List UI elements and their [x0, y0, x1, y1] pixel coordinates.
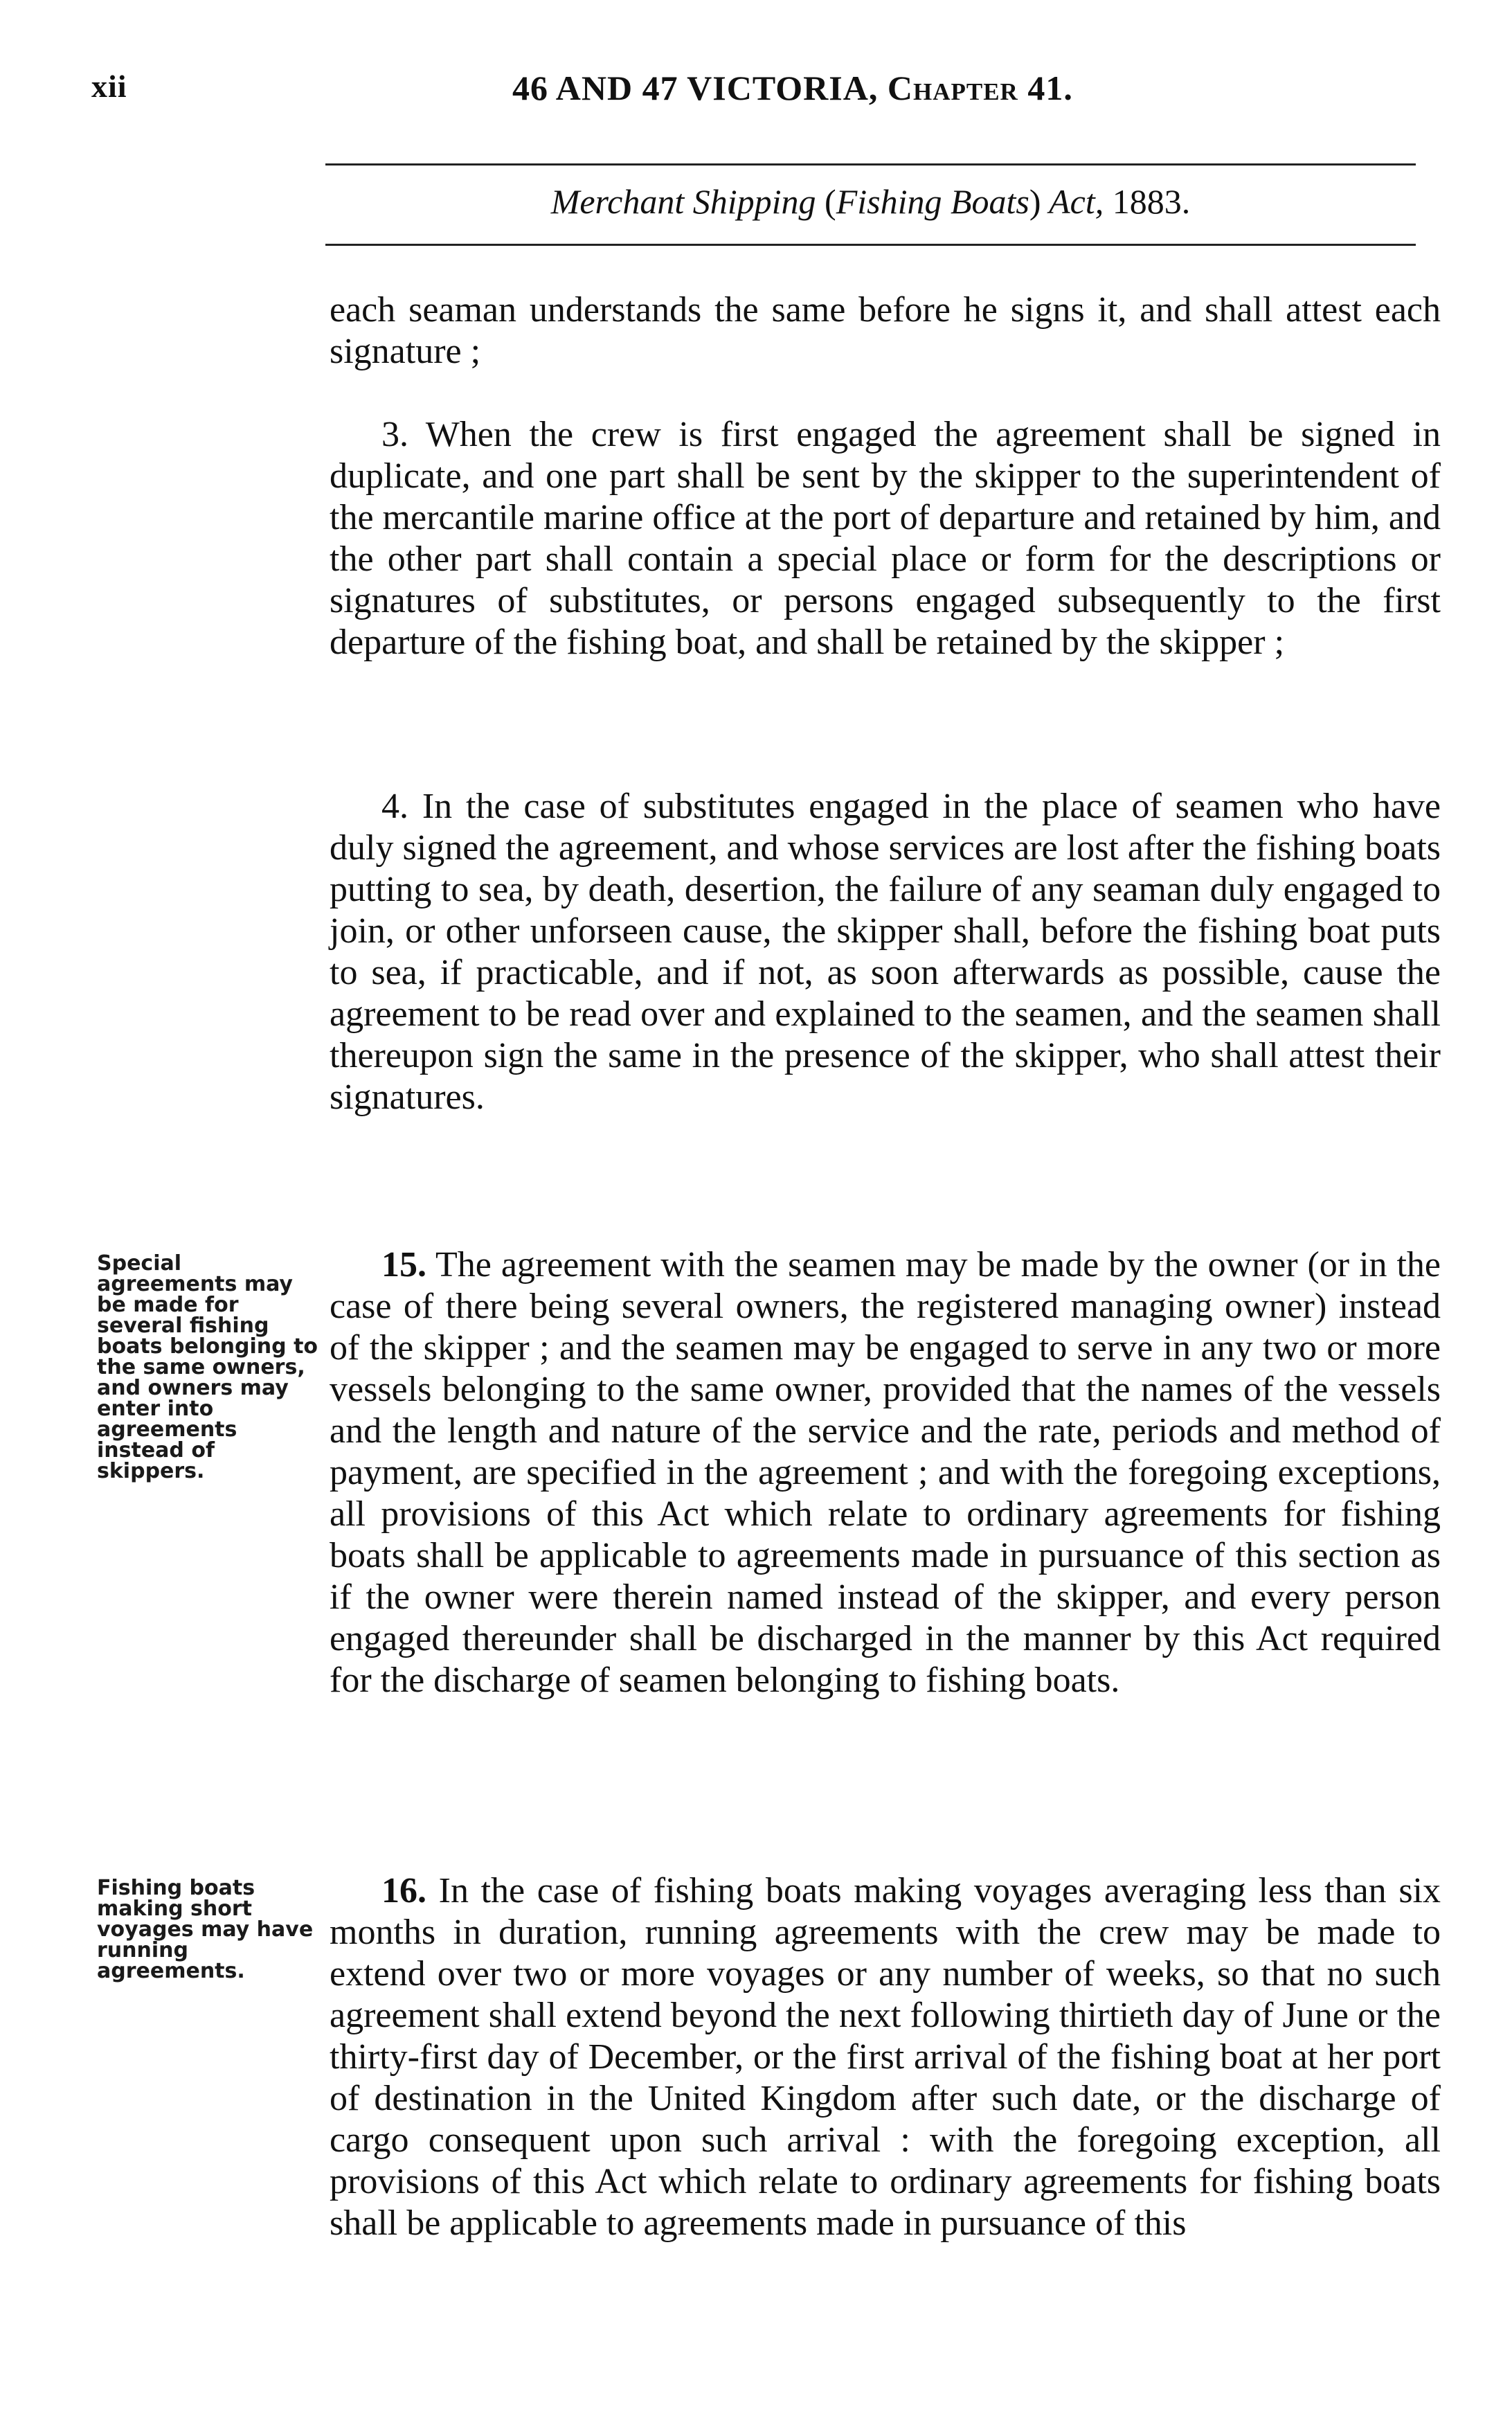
- act-title-name: Merchant Shipping: [550, 182, 825, 221]
- act-title-paren-open: (: [825, 182, 836, 221]
- header-rule-top: [325, 163, 1416, 165]
- clause-3-paragraph: 3. When the crew is first engaged the agreement shall be signed in duplicate, and one part shall be sent by the skipper to the superintendent of the mercantile marine office at the port of departure and retained by him, and the other part shall contain a special place or form for the descriptions or signatures of substitutes, or persons engaged subsequently to the first departure of the fishing boat, and shall be retained by the skipper ;: [330, 415, 1441, 662]
- header-rule-bottom: [325, 244, 1416, 246]
- act-title-act: Act,: [1041, 182, 1104, 221]
- section-15-text: The agreement with the seamen may be made by the owner (or in the case of there being several owners, the registered managing owner) instead of the skipper ; and the seamen may be engaged to serve in any two or more vessels belonging to the same owner, provided that the names of the vessels and the length and nature of the service and the rate, periods and method of payment, are specified in the agreement ; and with the foregoing exceptions, all provisions of this Act which relate to ordinary agreements for fishing boats shall be applicable to agreements made in pursuance of this section as if the owner were therein named instead of the skipper, and every person engaged thereunder shall be discharged in the manner by this Act required for the discharge of seamen belonging to fishing boats.: [330, 1245, 1441, 1700]
- section-16-paragraph: [330, 1870, 1441, 2244]
- act-title-year: 1883.: [1104, 182, 1191, 221]
- running-title-suffix: 41.: [1018, 69, 1073, 107]
- running-title-chapter: Chapter: [887, 69, 1018, 107]
- clause-4-paragraph: 4. In the case of substitutes engaged in the place of seamen who have duly signed the agreement, and whose services are lost after the fishing boats putting to sea, by death, desertion, the failure of any seaman duly engaged to join, or other unforseen cause, the skipper shall, before the fishing boat puts to sea, if practicable, and if not, as soon afterwards as possible, cause the agreement to be read over and explained to the seamen, and the seamen shall thereupon sign the same in the presence of the skipper, who shall attest their signatures.: [330, 787, 1441, 1117]
- page-number: xii: [91, 69, 127, 104]
- section-15-margin-note: Special agreements may be made for several fishing boats belonging to the same owners, and owners may enter into agreements instead of skippers.: [97, 1251, 318, 1483]
- act-title: [325, 181, 1416, 222]
- section-16-margin-note: Fishing boats making short voyages may have running agreements.: [97, 1876, 314, 1983]
- running-title: [512, 68, 1073, 108]
- act-title-subject: Fishing Boats: [836, 182, 1029, 221]
- section-16-text: In the case of fishing boats making voyages averaging less than six months in duration, running agreements with the crew may be made to extend over two or more voyages or any number of weeks, so that no such agreement shall extend beyond the next following thirtieth day of June or the thirty-first day of December, or the first arrival of the fishing boat at her port of destination in the United Kingdom after such date, or the discharge of cargo consequent upon such arrival : with the foregoing exception, all provisions of this Act which relate to ordinary agreements for fishing boats shall be applicable to agreements made in pursuance of this: [330, 1871, 1441, 2243]
- act-title-paren-close: ): [1029, 182, 1041, 221]
- continuation-paragraph: each seaman understands the same before he signs it, and shall attest each signature ;: [330, 290, 1441, 371]
- section-16-number: 16.: [381, 1871, 426, 1911]
- section-15-number: 15.: [381, 1245, 426, 1285]
- section-15-paragraph: [330, 1244, 1441, 1701]
- running-title-prefix: 46 AND 47 VICTORIA,: [512, 69, 888, 107]
